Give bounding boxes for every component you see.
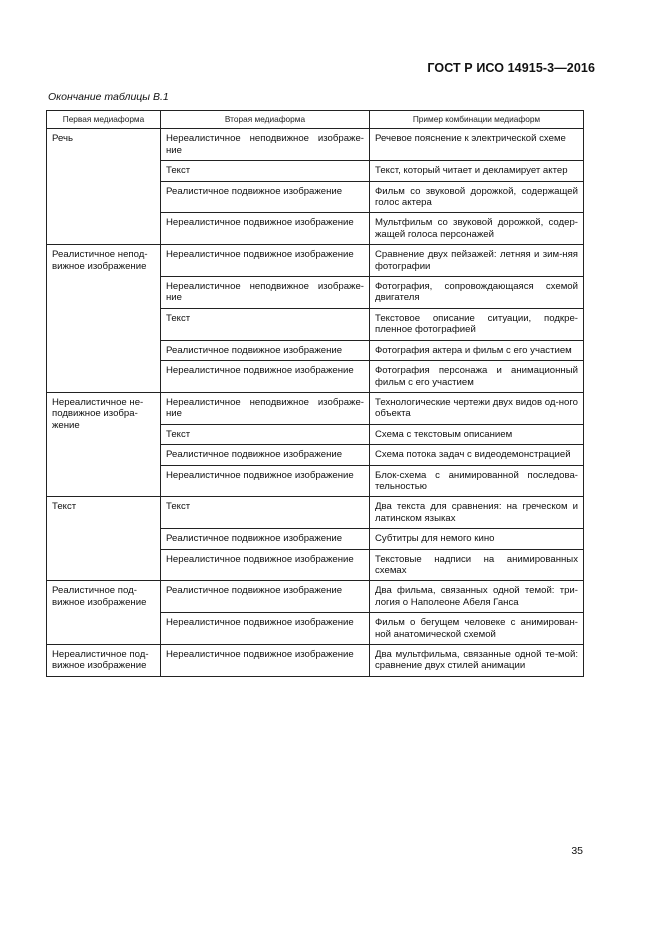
second-media-cell: Нереалистичное подвижное изображение [161,361,370,393]
second-media-cell: Реалистичное подвижное изображение [161,340,370,360]
second-media-cell: Текст [161,424,370,444]
example-cell: Схема с текстовым описанием [370,424,584,444]
first-media-cell: Реалистичное под-вижное изображение [47,581,161,645]
table-row [47,245,584,277]
example-cell: Блок-схема с анимированной последова-тельностью [370,465,584,497]
header-row [47,111,584,129]
media-combinations-table [46,110,584,677]
table-caption: Окончание таблицы В.1 [48,91,169,103]
example-cell: Речевое пояснение к электрической схеме [370,129,584,161]
example-cell: Текст, который читает и декламирует актер [370,161,584,181]
second-media-cell: Нереалистичное подвижное изображение [161,549,370,581]
example-cell: Фотография, сопровождающаяся схемой двигателя [370,277,584,309]
page-number: 35 [571,845,583,857]
column-header-example: Пример комбинации медиаформ [370,111,584,129]
second-media-cell: Нереалистичное подвижное изображение [161,465,370,497]
second-media-cell: Текст [161,161,370,181]
second-media-cell: Нереалистичное подвижное изображение [161,213,370,245]
example-cell: Сравнение двух пейзажей: летняя и зим-няя фотографии [370,245,584,277]
second-media-cell: Нереалистичное подвижное изображение [161,645,370,677]
example-cell: Субтитры для немого кино [370,529,584,549]
example-cell: Фотография персонажа и анимационный фильм с его участием [370,361,584,393]
second-media-cell: Нереалистичное подвижное изображение [161,245,370,277]
example-cell: Текстовые надписи на анимированных схемах [370,549,584,581]
example-cell: Два мультфильма, связанные одной те-мой: сравнение двух стилей анимации [370,645,584,677]
second-media-cell: Нереалистичное неподвижное изображе-ние [161,392,370,424]
table-row [47,392,584,424]
first-media-cell: Речь [47,129,161,245]
table-row [47,497,584,529]
second-media-cell: Реалистичное подвижное изображение [161,181,370,213]
example-cell: Мультфильм со звуковой дорожкой, содер-жащей голоса персонажей [370,213,584,245]
example-cell: Два текста для сравнения: на греческом и латинском языках [370,497,584,529]
first-media-cell: Нереалистичное не-подвижное изобра-жение [47,392,161,496]
example-cell: Два фильма, связанных одной темой: три-логия о Наполеоне Абеля Ганса [370,581,584,613]
first-media-cell: Нереалистичное под-вижное изображение [47,645,161,677]
first-media-cell: Реалистичное непод-вижное изображение [47,245,161,393]
table-row [47,645,584,677]
example-cell: Технологические чертежи двух видов од-ного объекта [370,392,584,424]
table-body [47,129,584,676]
table-row [47,581,584,613]
second-media-cell: Реалистичное подвижное изображение [161,581,370,613]
example-cell: Фильм о бегущем человеке с анимирован-ной анатомической схемой [370,613,584,645]
second-media-cell: Нереалистичное неподвижное изображе-ние [161,277,370,309]
column-header-second-media: Вторая медиаформа [161,111,370,129]
second-media-cell: Нереалистичное неподвижное изображе-ние [161,129,370,161]
second-media-cell: Текст [161,497,370,529]
second-media-cell: Реалистичное подвижное изображение [161,445,370,465]
second-media-cell: Текст [161,308,370,340]
column-header-first-media: Первая медиаформа [47,111,161,129]
second-media-cell: Реалистичное подвижное изображение [161,529,370,549]
example-cell: Текстовое описание ситуации, подкре-пленное фотографией [370,308,584,340]
table-row [47,129,584,161]
document-id: ГОСТ Р ИСО 14915-3—2016 [427,61,595,75]
example-cell: Фильм со звуковой дорожкой, содержащей голос актера [370,181,584,213]
second-media-cell: Нереалистичное подвижное изображение [161,613,370,645]
table-header [47,111,584,129]
first-media-cell: Текст [47,497,161,581]
example-cell: Схема потока задач с видеодемонстрацией [370,445,584,465]
example-cell: Фотография актера и фильм с его участием [370,340,584,360]
